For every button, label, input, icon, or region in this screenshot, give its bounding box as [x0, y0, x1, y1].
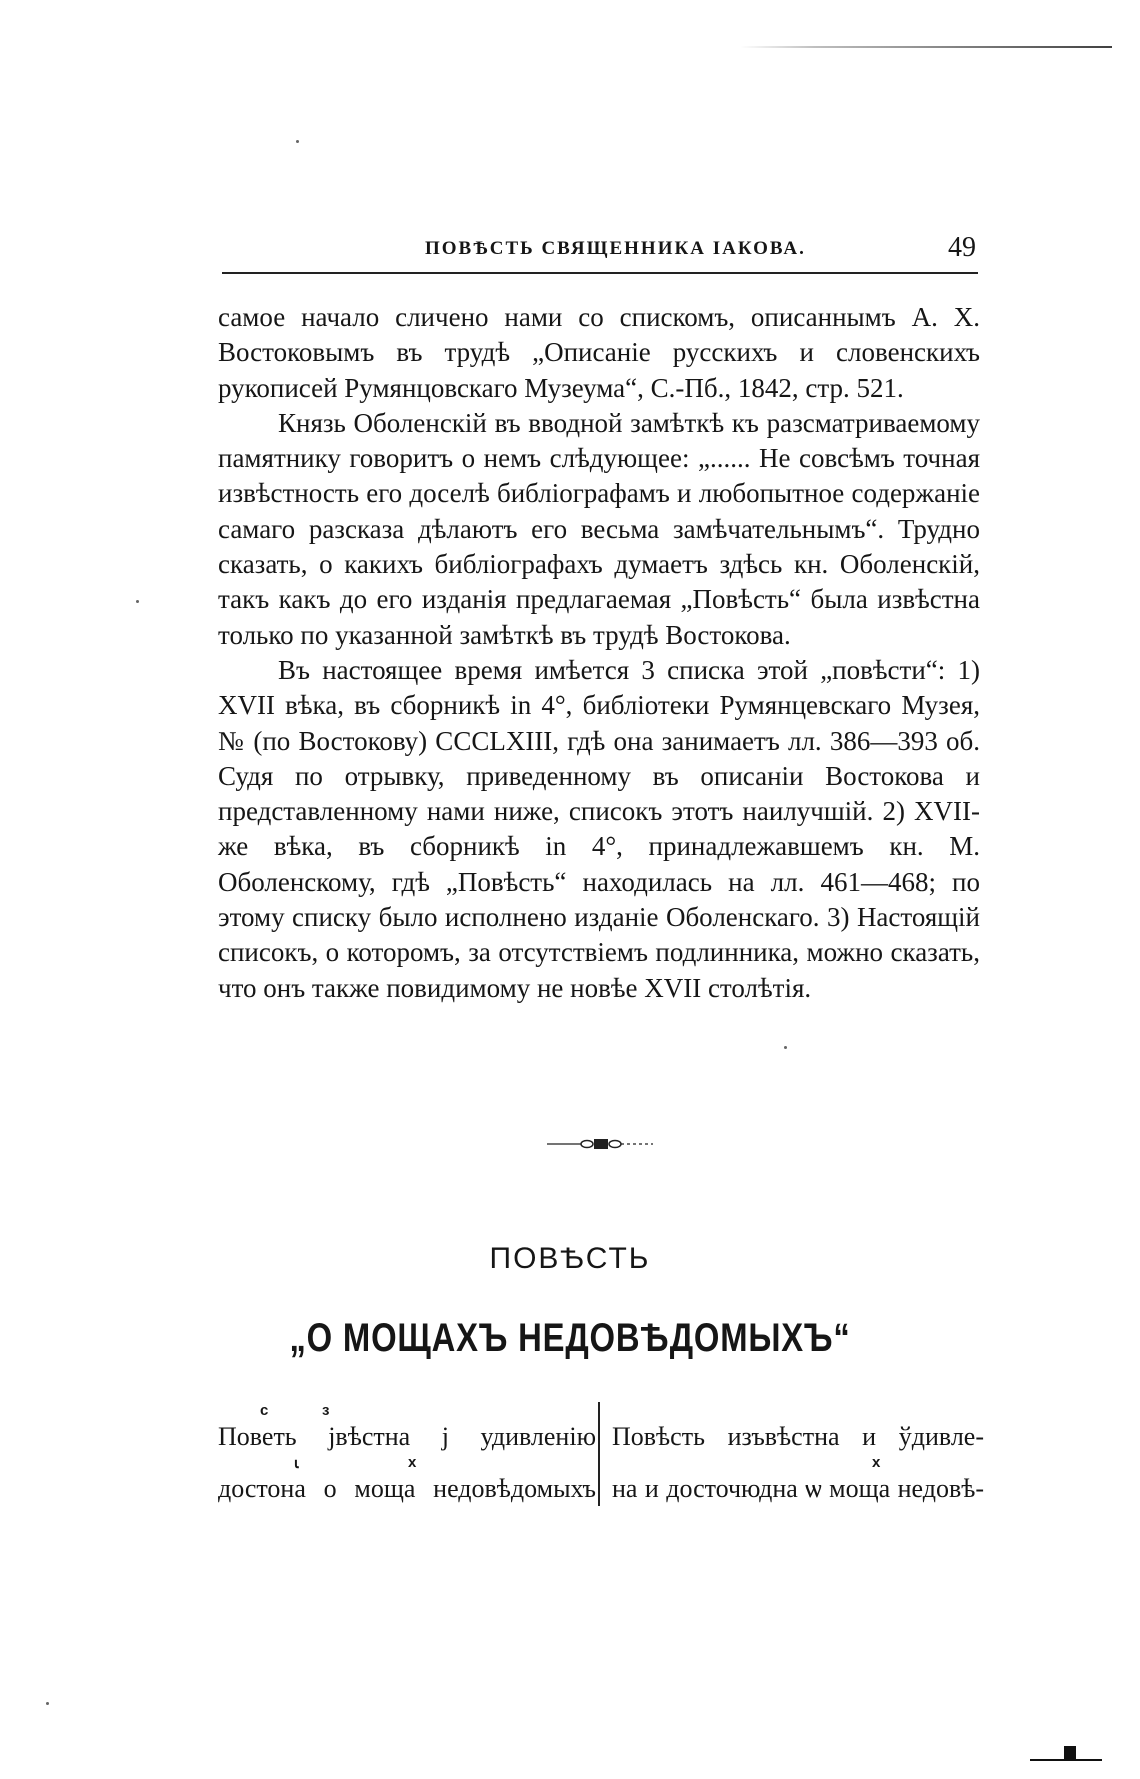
- paper-speck: [784, 1046, 787, 1049]
- story-title: ПОВѢСТЬ: [489, 1242, 651, 1275]
- superscript-letter: ꙇ: [294, 1455, 300, 1472]
- paper-speck: [46, 1702, 49, 1705]
- paragraph: Въ настоящее время имѣется 3 списка этой „повѣсти“: 1) XVII вѣка, въ сборникѣ in 4°, библіотеки Румянцевскаго Музея, № (по Востокову) CCCLXIII, гдѣ она занимаетъ лл. 386—393 об. Судя по отрывку, приведенному въ описаніи Востокова и представленному нами ниже, списокъ этотъ наилучшій. 2) XVII-же вѣка, въ сборникѣ in 4°, принадлежавшемъ кн. М. Оболенскому, гдѣ „Повѣсть“ находилась на лл. 461—468; по этому списку было исполнено изданіе Оболенскаго. 3) Настоящій списокъ, о которомъ, за отсутствіемъ подлинника, можно сказать, что онъ также повидимому не новѣе XVII столѣтія.: [218, 654, 980, 1003]
- right-column-text: [612, 1402, 984, 1512]
- superscript-letter: с: [260, 1402, 269, 1419]
- column-line: на и досточюдна ѡ моща недовѣ-: [612, 1474, 984, 1503]
- ornament-divider-icon: [545, 1136, 655, 1152]
- superscript-letter: х: [408, 1454, 417, 1471]
- paragraph: Князь Оболенскій въ вводной замѣткѣ къ разсматриваемому памятнику говоритъ о немъ слѣдующее: „...... Не совсѣмъ точная извѣстность его доселѣ библіографамъ и любопытное содержаніе самаго разсказа дѣлаютъ его весьма замѣчательнымъ“. Трудно сказать, о какихъ библіографахъ думаетъ здѣсь кн. Оболенскій, такъ какъ до его изданія предлагаемая „Повѣсть“ была извѣстна только по указанной замѣткѣ въ трудѣ Востокова.: [218, 407, 980, 650]
- column-line: достона о моща недовѣдомыхъ: [218, 1474, 596, 1503]
- story-subtitle: „О МОЩАХЪ НЕДОВѢДОМЫХЪ“: [289, 1316, 851, 1360]
- scan-edge-mark-icon: [1030, 1743, 1102, 1763]
- running-title: ПОВѢСТЬ СВЯЩЕННИКА ІАКОВА.: [425, 238, 806, 259]
- column-line: Поветь јвѣстна ј удивленію: [218, 1422, 596, 1451]
- superscript-letter: з: [322, 1402, 330, 1419]
- column-line: Повѣсть изъвѣстна и ўдивле-: [612, 1422, 984, 1451]
- scan-edge-rule: [740, 46, 1112, 48]
- superscript-letter: х: [872, 1454, 881, 1471]
- column-divider: [598, 1402, 600, 1506]
- paper-speck: [296, 140, 299, 143]
- body-text: [218, 300, 980, 1006]
- paragraph: самое начало сличено нами со спискомъ, описаннымъ А. Х. Востоковымъ въ трудѣ „Описаніе русскихъ и словенскихъ рукописей Румянцовскаго Музеума“, С.-Пб., 1842, стр. 521.: [218, 302, 980, 403]
- page-number: 49: [948, 232, 976, 263]
- left-column-text: [218, 1402, 596, 1512]
- running-head: [222, 232, 978, 274]
- paper-speck: [136, 600, 139, 603]
